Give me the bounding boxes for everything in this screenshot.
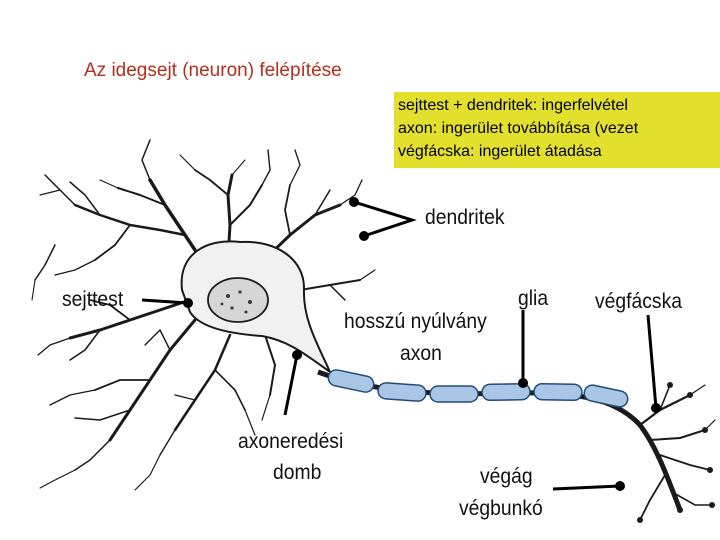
label-vegag: végág	[480, 465, 533, 488]
label-dendritek: dendritek	[425, 206, 505, 229]
info-line: sejttest + dendritek: ingerfelvétel	[398, 97, 628, 114]
label-glia: glia	[518, 287, 549, 310]
nucleus	[208, 278, 268, 322]
label-axon: axon	[400, 342, 442, 365]
info-line: axon: ingerület továbbítása (vezet	[398, 120, 639, 137]
myelin-sheath	[327, 368, 629, 408]
label-axoneredesi: axoneredési	[238, 430, 344, 453]
label-vegbunko: végbunkó	[459, 497, 543, 520]
label-domb: domb	[273, 461, 322, 484]
label-vegfacska: végfácska	[595, 290, 682, 313]
label-sejttest: sejttest	[62, 288, 124, 311]
info-line: végfácska: ingerület átadása	[398, 143, 602, 160]
page-title: Az idegsejt (neuron) felépítése	[84, 60, 342, 81]
label-hosszu-nyulvany: hosszú nyúlvány	[344, 310, 487, 333]
